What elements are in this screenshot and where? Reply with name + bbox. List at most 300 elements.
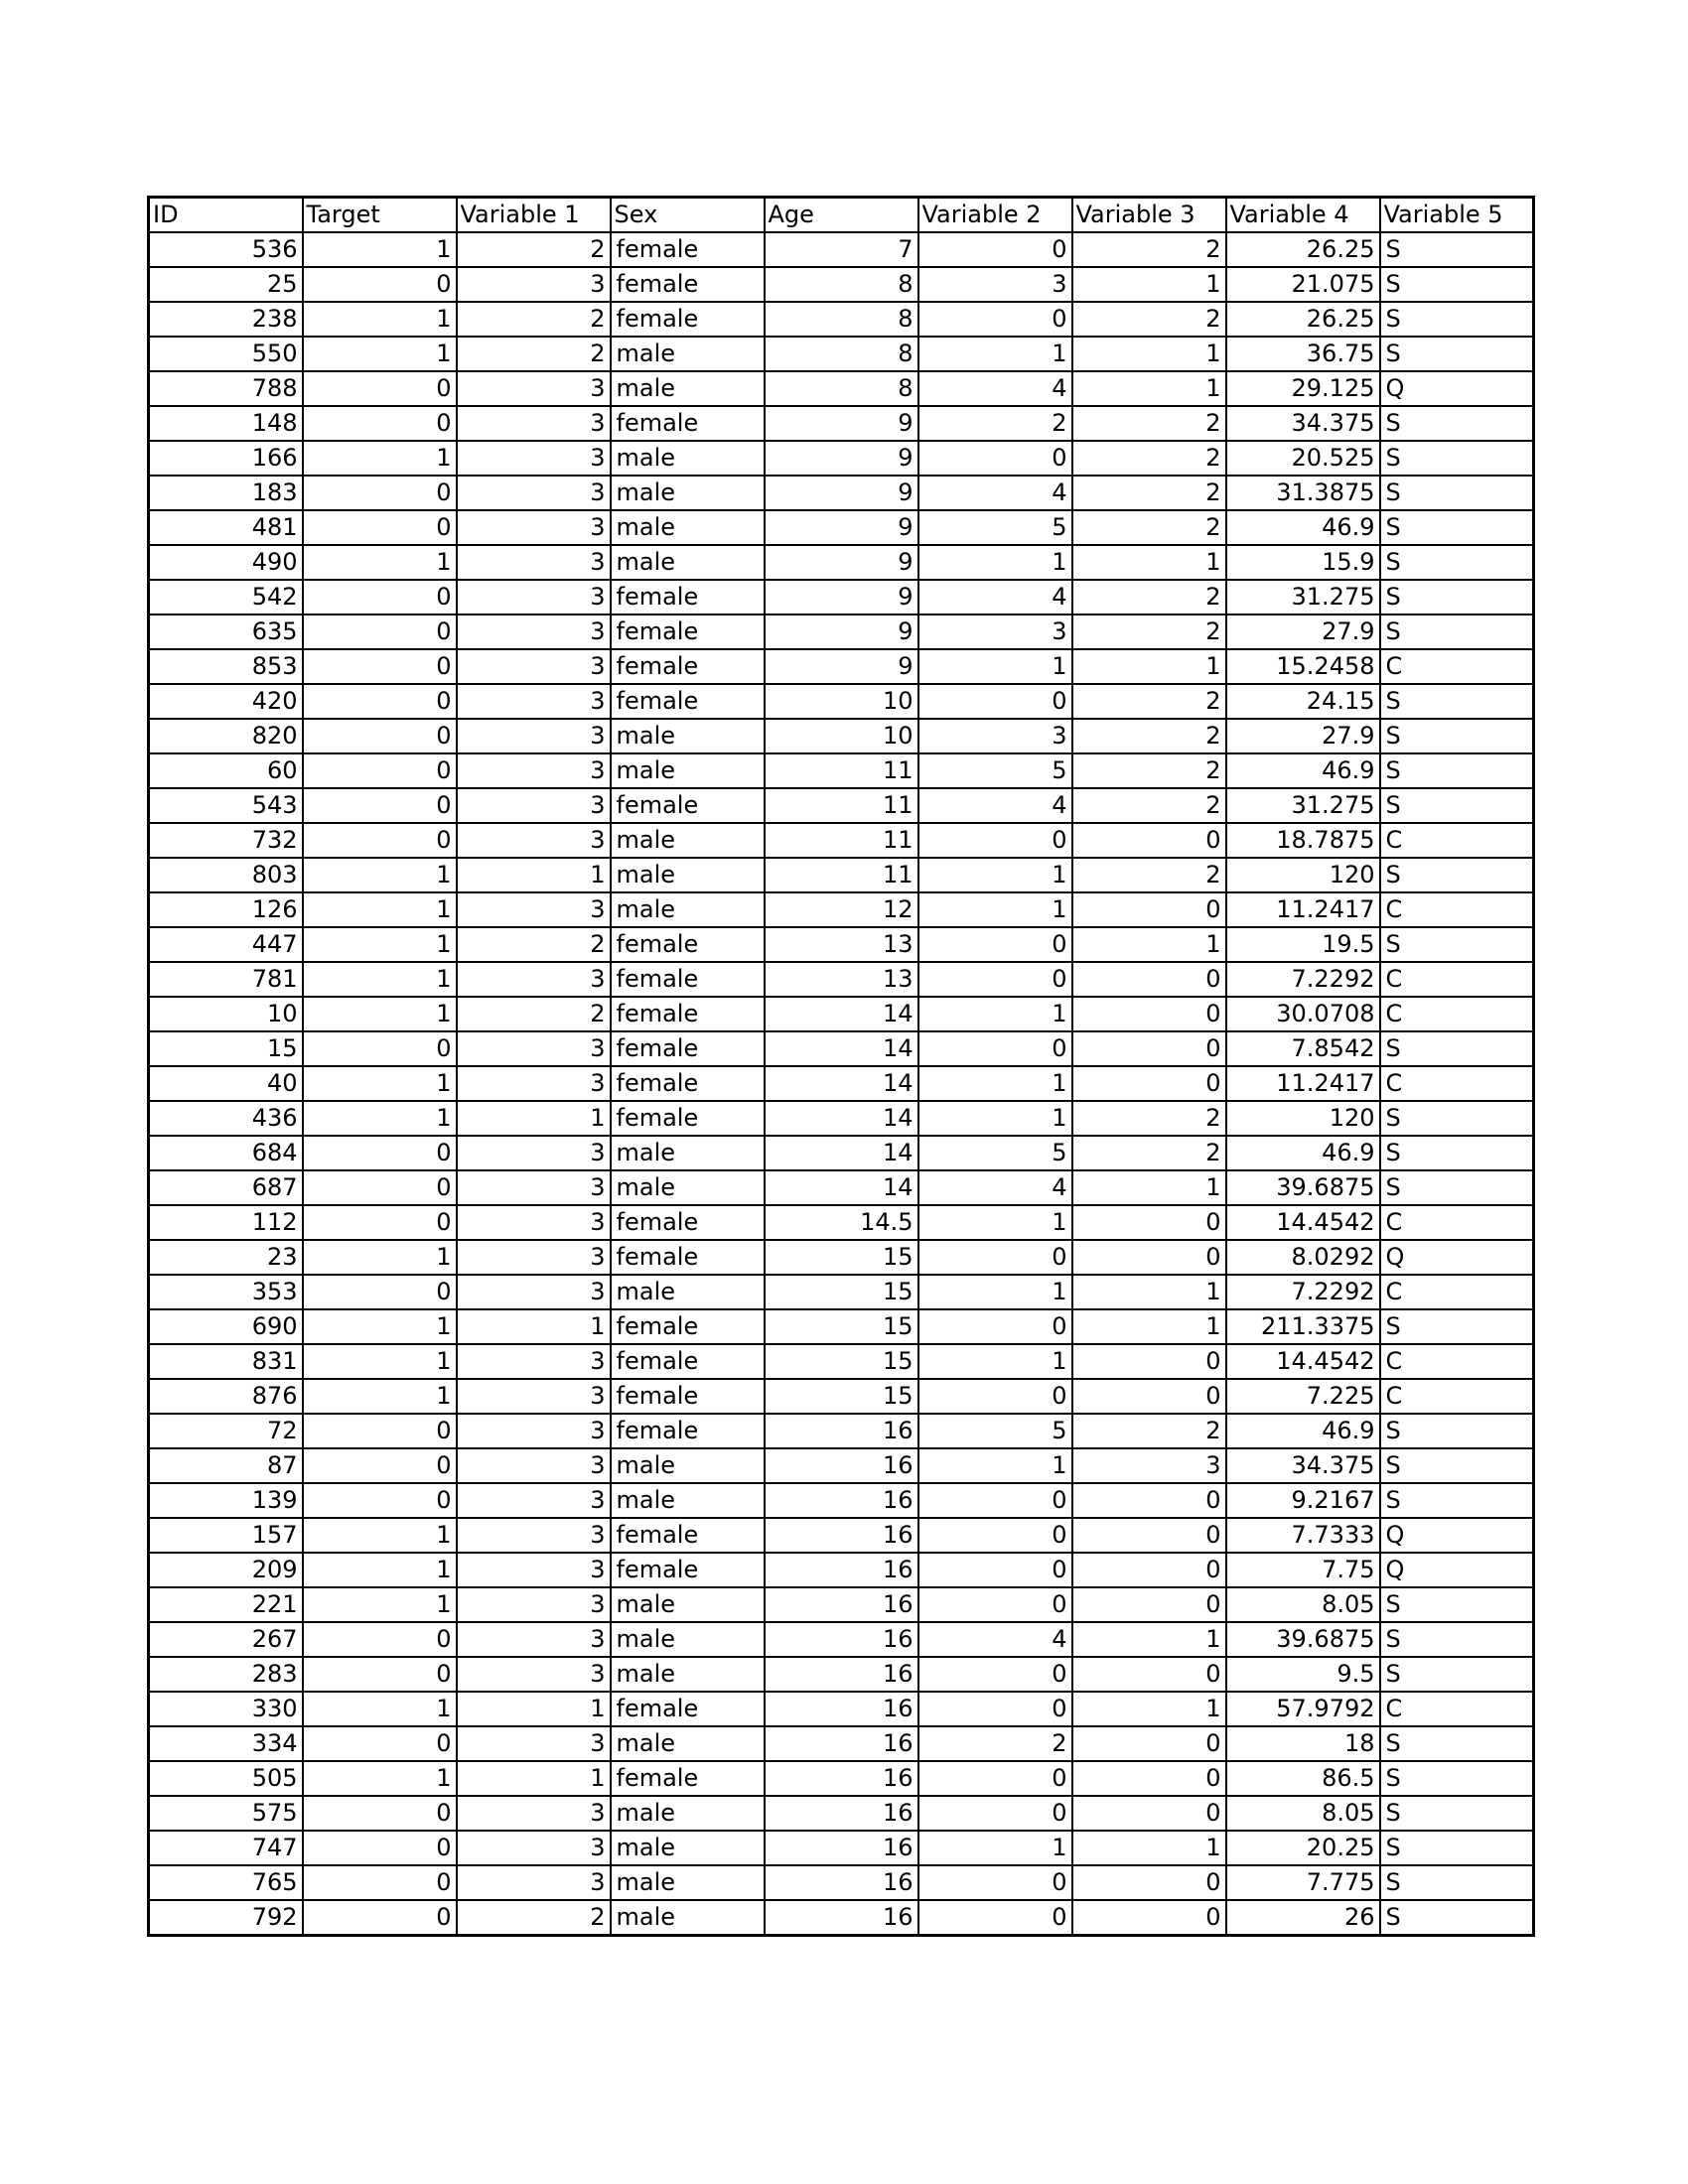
variable-5-cell: S bbox=[1380, 302, 1534, 337]
variable-2-cell: 0 bbox=[918, 1379, 1072, 1414]
variable-2-cell: 4 bbox=[918, 1622, 1072, 1657]
variable-1-cell: 3 bbox=[457, 1657, 611, 1692]
header-variable-1: Variable 1 bbox=[457, 198, 611, 233]
variable-1-cell: 3 bbox=[457, 753, 611, 788]
variable-4-cell: 57.9792 bbox=[1226, 1692, 1380, 1726]
id-cell: 330 bbox=[149, 1692, 303, 1726]
variable-3-cell: 1 bbox=[1072, 337, 1226, 371]
sex-cell: female bbox=[611, 927, 765, 962]
target-cell: 0 bbox=[303, 1900, 457, 1936]
variable-3-cell: 2 bbox=[1072, 232, 1226, 267]
variable-2-cell: 0 bbox=[918, 927, 1072, 962]
variable-5-cell: S bbox=[1380, 476, 1534, 510]
age-cell: 13 bbox=[765, 927, 918, 962]
sex-cell: female bbox=[611, 962, 765, 997]
id-cell: 536 bbox=[149, 232, 303, 267]
variable-5-cell: S bbox=[1380, 267, 1534, 302]
target-cell: 0 bbox=[303, 719, 457, 753]
sex-cell: female bbox=[611, 1240, 765, 1275]
variable-5-cell: C bbox=[1380, 1066, 1534, 1101]
variable-3-cell: 0 bbox=[1072, 1205, 1226, 1240]
target-cell: 0 bbox=[303, 1031, 457, 1066]
id-cell: 436 bbox=[149, 1101, 303, 1136]
variable-3-cell: 1 bbox=[1072, 1622, 1226, 1657]
variable-5-cell: S bbox=[1380, 1414, 1534, 1448]
table-row bbox=[149, 1831, 1534, 1865]
variable-4-cell: 26.25 bbox=[1226, 232, 1380, 267]
id-cell: 505 bbox=[149, 1761, 303, 1796]
table-row bbox=[149, 927, 1534, 962]
variable-5-cell: S bbox=[1380, 232, 1534, 267]
id-cell: 481 bbox=[149, 510, 303, 545]
variable-1-cell: 3 bbox=[457, 441, 611, 476]
variable-5-cell: S bbox=[1380, 337, 1534, 371]
variable-1-cell: 3 bbox=[457, 823, 611, 858]
variable-5-cell: S bbox=[1380, 1448, 1534, 1483]
age-cell: 16 bbox=[765, 1796, 918, 1831]
age-cell: 14 bbox=[765, 1170, 918, 1205]
variable-4-cell: 7.8542 bbox=[1226, 1031, 1380, 1066]
id-cell: 732 bbox=[149, 823, 303, 858]
age-cell: 15 bbox=[765, 1344, 918, 1379]
variable-5-cell: S bbox=[1380, 1761, 1534, 1796]
sex-cell: female bbox=[611, 232, 765, 267]
age-cell: 11 bbox=[765, 753, 918, 788]
sex-cell: female bbox=[611, 1205, 765, 1240]
variable-3-cell: 0 bbox=[1072, 997, 1226, 1031]
variable-3-cell: 0 bbox=[1072, 1031, 1226, 1066]
variable-4-cell: 8.05 bbox=[1226, 1587, 1380, 1622]
id-cell: 221 bbox=[149, 1587, 303, 1622]
age-cell: 11 bbox=[765, 858, 918, 892]
variable-3-cell: 0 bbox=[1072, 1726, 1226, 1761]
target-cell: 0 bbox=[303, 580, 457, 614]
variable-5-cell: C bbox=[1380, 823, 1534, 858]
variable-5-cell: S bbox=[1380, 788, 1534, 823]
sex-cell: male bbox=[611, 476, 765, 510]
variable-2-cell: 1 bbox=[918, 858, 1072, 892]
variable-1-cell: 2 bbox=[457, 232, 611, 267]
target-cell: 1 bbox=[303, 232, 457, 267]
variable-4-cell: 29.125 bbox=[1226, 371, 1380, 406]
variable-4-cell: 7.775 bbox=[1226, 1865, 1380, 1900]
variable-3-cell: 0 bbox=[1072, 1066, 1226, 1101]
table-row bbox=[149, 1518, 1534, 1553]
target-cell: 1 bbox=[303, 997, 457, 1031]
sex-cell: female bbox=[611, 406, 765, 441]
age-cell: 16 bbox=[765, 1518, 918, 1553]
id-cell: 10 bbox=[149, 997, 303, 1031]
variable-4-cell: 46.9 bbox=[1226, 510, 1380, 545]
variable-2-cell: 3 bbox=[918, 267, 1072, 302]
table-row bbox=[149, 545, 1534, 580]
variable-3-cell: 1 bbox=[1072, 545, 1226, 580]
variable-1-cell: 3 bbox=[457, 371, 611, 406]
variable-2-cell: 5 bbox=[918, 510, 1072, 545]
variable-3-cell: 0 bbox=[1072, 1657, 1226, 1692]
variable-3-cell: 1 bbox=[1072, 1831, 1226, 1865]
table-row bbox=[149, 476, 1534, 510]
age-cell: 8 bbox=[765, 337, 918, 371]
table-row bbox=[149, 371, 1534, 406]
variable-3-cell: 2 bbox=[1072, 684, 1226, 719]
variable-3-cell: 0 bbox=[1072, 1379, 1226, 1414]
age-cell: 15 bbox=[765, 1275, 918, 1309]
variable-3-cell: 2 bbox=[1072, 510, 1226, 545]
variable-4-cell: 26.25 bbox=[1226, 302, 1380, 337]
sex-cell: female bbox=[611, 1101, 765, 1136]
sex-cell: male bbox=[611, 545, 765, 580]
variable-1-cell: 2 bbox=[457, 927, 611, 962]
target-cell: 0 bbox=[303, 1275, 457, 1309]
table-row bbox=[149, 997, 1534, 1031]
sex-cell: male bbox=[611, 1726, 765, 1761]
variable-3-cell: 1 bbox=[1072, 1309, 1226, 1344]
age-cell: 14 bbox=[765, 1136, 918, 1170]
table-row bbox=[149, 441, 1534, 476]
id-cell: 687 bbox=[149, 1170, 303, 1205]
target-cell: 1 bbox=[303, 545, 457, 580]
variable-5-cell: S bbox=[1380, 1831, 1534, 1865]
variable-1-cell: 3 bbox=[457, 1344, 611, 1379]
variable-3-cell: 2 bbox=[1072, 406, 1226, 441]
variable-2-cell: 1 bbox=[918, 892, 1072, 927]
variable-1-cell: 3 bbox=[457, 1414, 611, 1448]
variable-1-cell: 3 bbox=[457, 614, 611, 649]
sex-cell: male bbox=[611, 1900, 765, 1936]
table-row bbox=[149, 1136, 1534, 1170]
variable-2-cell: 0 bbox=[918, 1657, 1072, 1692]
sex-cell: male bbox=[611, 510, 765, 545]
sex-cell: female bbox=[611, 267, 765, 302]
variable-3-cell: 0 bbox=[1072, 823, 1226, 858]
variable-1-cell: 3 bbox=[457, 580, 611, 614]
header-variable-2: Variable 2 bbox=[918, 198, 1072, 233]
target-cell: 0 bbox=[303, 1657, 457, 1692]
variable-5-cell: S bbox=[1380, 545, 1534, 580]
variable-2-cell: 0 bbox=[918, 1240, 1072, 1275]
variable-3-cell: 2 bbox=[1072, 614, 1226, 649]
target-cell: 0 bbox=[303, 684, 457, 719]
variable-1-cell: 1 bbox=[457, 1761, 611, 1796]
age-cell: 16 bbox=[765, 1831, 918, 1865]
table-row bbox=[149, 684, 1534, 719]
variable-4-cell: 26 bbox=[1226, 1900, 1380, 1936]
age-cell: 15 bbox=[765, 1309, 918, 1344]
header-target: Target bbox=[303, 198, 457, 233]
header-id: ID bbox=[149, 198, 303, 233]
variable-3-cell: 1 bbox=[1072, 371, 1226, 406]
sex-cell: male bbox=[611, 1657, 765, 1692]
variable-3-cell: 2 bbox=[1072, 1136, 1226, 1170]
variable-1-cell: 3 bbox=[457, 1831, 611, 1865]
table-row bbox=[149, 267, 1534, 302]
variable-2-cell: 1 bbox=[918, 545, 1072, 580]
id-cell: 684 bbox=[149, 1136, 303, 1170]
variable-1-cell: 3 bbox=[457, 1518, 611, 1553]
sex-cell: female bbox=[611, 649, 765, 684]
age-cell: 9 bbox=[765, 476, 918, 510]
age-cell: 10 bbox=[765, 684, 918, 719]
variable-3-cell: 2 bbox=[1072, 788, 1226, 823]
variable-1-cell: 3 bbox=[457, 1275, 611, 1309]
table-row bbox=[149, 1657, 1534, 1692]
id-cell: 542 bbox=[149, 580, 303, 614]
variable-1-cell: 3 bbox=[457, 962, 611, 997]
variable-4-cell: 46.9 bbox=[1226, 753, 1380, 788]
age-cell: 8 bbox=[765, 371, 918, 406]
variable-5-cell: Q bbox=[1380, 371, 1534, 406]
variable-3-cell: 0 bbox=[1072, 1483, 1226, 1518]
variable-4-cell: 30.0708 bbox=[1226, 997, 1380, 1031]
target-cell: 1 bbox=[303, 337, 457, 371]
variable-3-cell: 0 bbox=[1072, 1865, 1226, 1900]
variable-3-cell: 1 bbox=[1072, 1692, 1226, 1726]
id-cell: 550 bbox=[149, 337, 303, 371]
variable-5-cell: S bbox=[1380, 1101, 1534, 1136]
variable-1-cell: 3 bbox=[457, 1796, 611, 1831]
target-cell: 0 bbox=[303, 1726, 457, 1761]
variable-5-cell: S bbox=[1380, 1031, 1534, 1066]
variable-4-cell: 211.3375 bbox=[1226, 1309, 1380, 1344]
variable-2-cell: 1 bbox=[918, 1448, 1072, 1483]
variable-2-cell: 1 bbox=[918, 1344, 1072, 1379]
variable-4-cell: 11.2417 bbox=[1226, 892, 1380, 927]
age-cell: 16 bbox=[765, 1761, 918, 1796]
sex-cell: male bbox=[611, 1587, 765, 1622]
table-row bbox=[149, 302, 1534, 337]
variable-4-cell: 11.2417 bbox=[1226, 1066, 1380, 1101]
target-cell: 0 bbox=[303, 788, 457, 823]
target-cell: 1 bbox=[303, 1587, 457, 1622]
variable-5-cell: S bbox=[1380, 1622, 1534, 1657]
sex-cell: female bbox=[611, 1518, 765, 1553]
table-row bbox=[149, 1170, 1534, 1205]
variable-3-cell: 0 bbox=[1072, 1240, 1226, 1275]
variable-5-cell: S bbox=[1380, 858, 1534, 892]
variable-3-cell: 0 bbox=[1072, 1796, 1226, 1831]
target-cell: 1 bbox=[303, 441, 457, 476]
variable-4-cell: 19.5 bbox=[1226, 927, 1380, 962]
table-row bbox=[149, 1553, 1534, 1587]
id-cell: 72 bbox=[149, 1414, 303, 1448]
age-cell: 16 bbox=[765, 1726, 918, 1761]
id-cell: 87 bbox=[149, 1448, 303, 1483]
sex-cell: female bbox=[611, 1553, 765, 1587]
age-cell: 11 bbox=[765, 823, 918, 858]
variable-2-cell: 0 bbox=[918, 1031, 1072, 1066]
variable-5-cell: S bbox=[1380, 580, 1534, 614]
target-cell: 0 bbox=[303, 406, 457, 441]
age-cell: 16 bbox=[765, 1553, 918, 1587]
variable-1-cell: 3 bbox=[457, 1170, 611, 1205]
age-cell: 16 bbox=[765, 1692, 918, 1726]
variable-2-cell: 4 bbox=[918, 580, 1072, 614]
target-cell: 0 bbox=[303, 649, 457, 684]
sex-cell: male bbox=[611, 441, 765, 476]
table-row bbox=[149, 406, 1534, 441]
table-row bbox=[149, 337, 1534, 371]
variable-1-cell: 1 bbox=[457, 858, 611, 892]
sex-cell: male bbox=[611, 1170, 765, 1205]
variable-2-cell: 4 bbox=[918, 788, 1072, 823]
variable-5-cell: S bbox=[1380, 753, 1534, 788]
target-cell: 0 bbox=[303, 1448, 457, 1483]
variable-1-cell: 3 bbox=[457, 1726, 611, 1761]
variable-4-cell: 9.2167 bbox=[1226, 1483, 1380, 1518]
header-variable-5: Variable 5 bbox=[1380, 198, 1534, 233]
variable-4-cell: 20.25 bbox=[1226, 1831, 1380, 1865]
target-cell: 1 bbox=[303, 1309, 457, 1344]
target-cell: 0 bbox=[303, 1205, 457, 1240]
variable-4-cell: 21.075 bbox=[1226, 267, 1380, 302]
variable-5-cell: Q bbox=[1380, 1553, 1534, 1587]
variable-3-cell: 1 bbox=[1072, 1275, 1226, 1309]
table-row bbox=[149, 1275, 1534, 1309]
target-cell: 0 bbox=[303, 1170, 457, 1205]
variable-4-cell: 34.375 bbox=[1226, 1448, 1380, 1483]
variable-1-cell: 2 bbox=[457, 337, 611, 371]
target-cell: 0 bbox=[303, 1483, 457, 1518]
table-row bbox=[149, 1900, 1534, 1936]
variable-4-cell: 46.9 bbox=[1226, 1136, 1380, 1170]
variable-3-cell: 1 bbox=[1072, 267, 1226, 302]
age-cell: 14 bbox=[765, 1101, 918, 1136]
variable-1-cell: 3 bbox=[457, 649, 611, 684]
age-cell: 9 bbox=[765, 580, 918, 614]
variable-3-cell: 2 bbox=[1072, 441, 1226, 476]
id-cell: 690 bbox=[149, 1309, 303, 1344]
variable-3-cell: 2 bbox=[1072, 858, 1226, 892]
variable-4-cell: 86.5 bbox=[1226, 1761, 1380, 1796]
age-cell: 16 bbox=[765, 1657, 918, 1692]
target-cell: 0 bbox=[303, 1865, 457, 1900]
age-cell: 16 bbox=[765, 1414, 918, 1448]
variable-3-cell: 0 bbox=[1072, 962, 1226, 997]
data-table bbox=[147, 196, 1535, 1937]
variable-2-cell: 0 bbox=[918, 1692, 1072, 1726]
table-row bbox=[149, 1448, 1534, 1483]
variable-5-cell: S bbox=[1380, 1865, 1534, 1900]
target-cell: 1 bbox=[303, 1553, 457, 1587]
variable-2-cell: 1 bbox=[918, 337, 1072, 371]
variable-4-cell: 39.6875 bbox=[1226, 1170, 1380, 1205]
table-row bbox=[149, 1726, 1534, 1761]
age-cell: 7 bbox=[765, 232, 918, 267]
variable-2-cell: 0 bbox=[918, 1309, 1072, 1344]
target-cell: 1 bbox=[303, 927, 457, 962]
variable-5-cell: S bbox=[1380, 510, 1534, 545]
variable-2-cell: 4 bbox=[918, 1170, 1072, 1205]
sex-cell: female bbox=[611, 1066, 765, 1101]
variable-4-cell: 8.05 bbox=[1226, 1796, 1380, 1831]
variable-2-cell: 4 bbox=[918, 371, 1072, 406]
sex-cell: female bbox=[611, 684, 765, 719]
id-cell: 820 bbox=[149, 719, 303, 753]
variable-5-cell: S bbox=[1380, 1657, 1534, 1692]
variable-5-cell: C bbox=[1380, 892, 1534, 927]
variable-2-cell: 1 bbox=[918, 1205, 1072, 1240]
variable-1-cell: 3 bbox=[457, 1622, 611, 1657]
variable-2-cell: 0 bbox=[918, 302, 1072, 337]
target-cell: 1 bbox=[303, 1101, 457, 1136]
variable-5-cell: S bbox=[1380, 927, 1534, 962]
sex-cell: female bbox=[611, 1414, 765, 1448]
variable-1-cell: 3 bbox=[457, 719, 611, 753]
sex-cell: female bbox=[611, 1379, 765, 1414]
header-variable-4: Variable 4 bbox=[1226, 198, 1380, 233]
variable-2-cell: 5 bbox=[918, 1136, 1072, 1170]
variable-3-cell: 2 bbox=[1072, 1414, 1226, 1448]
sex-cell: female bbox=[611, 614, 765, 649]
sex-cell: male bbox=[611, 1831, 765, 1865]
age-cell: 15 bbox=[765, 1379, 918, 1414]
target-cell: 0 bbox=[303, 371, 457, 406]
sex-cell: female bbox=[611, 1761, 765, 1796]
id-cell: 157 bbox=[149, 1518, 303, 1553]
variable-5-cell: C bbox=[1380, 1275, 1534, 1309]
table-row bbox=[149, 1483, 1534, 1518]
variable-1-cell: 1 bbox=[457, 1309, 611, 1344]
variable-4-cell: 31.3875 bbox=[1226, 476, 1380, 510]
variable-1-cell: 3 bbox=[457, 267, 611, 302]
variable-2-cell: 1 bbox=[918, 997, 1072, 1031]
variable-1-cell: 3 bbox=[457, 892, 611, 927]
variable-1-cell: 3 bbox=[457, 1205, 611, 1240]
variable-1-cell: 3 bbox=[457, 406, 611, 441]
target-cell: 1 bbox=[303, 1240, 457, 1275]
sex-cell: female bbox=[611, 580, 765, 614]
table-row bbox=[149, 962, 1534, 997]
variable-4-cell: 46.9 bbox=[1226, 1414, 1380, 1448]
variable-4-cell: 8.0292 bbox=[1226, 1240, 1380, 1275]
age-cell: 14 bbox=[765, 1031, 918, 1066]
variable-1-cell: 1 bbox=[457, 1101, 611, 1136]
variable-2-cell: 2 bbox=[918, 1726, 1072, 1761]
table-row bbox=[149, 580, 1534, 614]
sex-cell: male bbox=[611, 1622, 765, 1657]
sex-cell: female bbox=[611, 1344, 765, 1379]
table-row bbox=[149, 753, 1534, 788]
variable-4-cell: 120 bbox=[1226, 1101, 1380, 1136]
variable-3-cell: 2 bbox=[1072, 302, 1226, 337]
variable-5-cell: S bbox=[1380, 1900, 1534, 1936]
sex-cell: male bbox=[611, 1275, 765, 1309]
target-cell: 0 bbox=[303, 476, 457, 510]
variable-3-cell: 2 bbox=[1072, 1101, 1226, 1136]
variable-1-cell: 3 bbox=[457, 1136, 611, 1170]
sex-cell: male bbox=[611, 1136, 765, 1170]
variable-4-cell: 9.5 bbox=[1226, 1657, 1380, 1692]
sex-cell: female bbox=[611, 788, 765, 823]
id-cell: 23 bbox=[149, 1240, 303, 1275]
sex-cell: female bbox=[611, 1031, 765, 1066]
target-cell: 0 bbox=[303, 1622, 457, 1657]
table-row bbox=[149, 1309, 1534, 1344]
variable-4-cell: 7.225 bbox=[1226, 1379, 1380, 1414]
age-cell: 9 bbox=[765, 545, 918, 580]
table-row bbox=[149, 1031, 1534, 1066]
variable-2-cell: 0 bbox=[918, 232, 1072, 267]
variable-2-cell: 1 bbox=[918, 649, 1072, 684]
variable-3-cell: 1 bbox=[1072, 1170, 1226, 1205]
id-cell: 876 bbox=[149, 1379, 303, 1414]
table-row bbox=[149, 1344, 1534, 1379]
variable-2-cell: 0 bbox=[918, 1587, 1072, 1622]
age-cell: 9 bbox=[765, 649, 918, 684]
sex-cell: male bbox=[611, 371, 765, 406]
age-cell: 16 bbox=[765, 1448, 918, 1483]
